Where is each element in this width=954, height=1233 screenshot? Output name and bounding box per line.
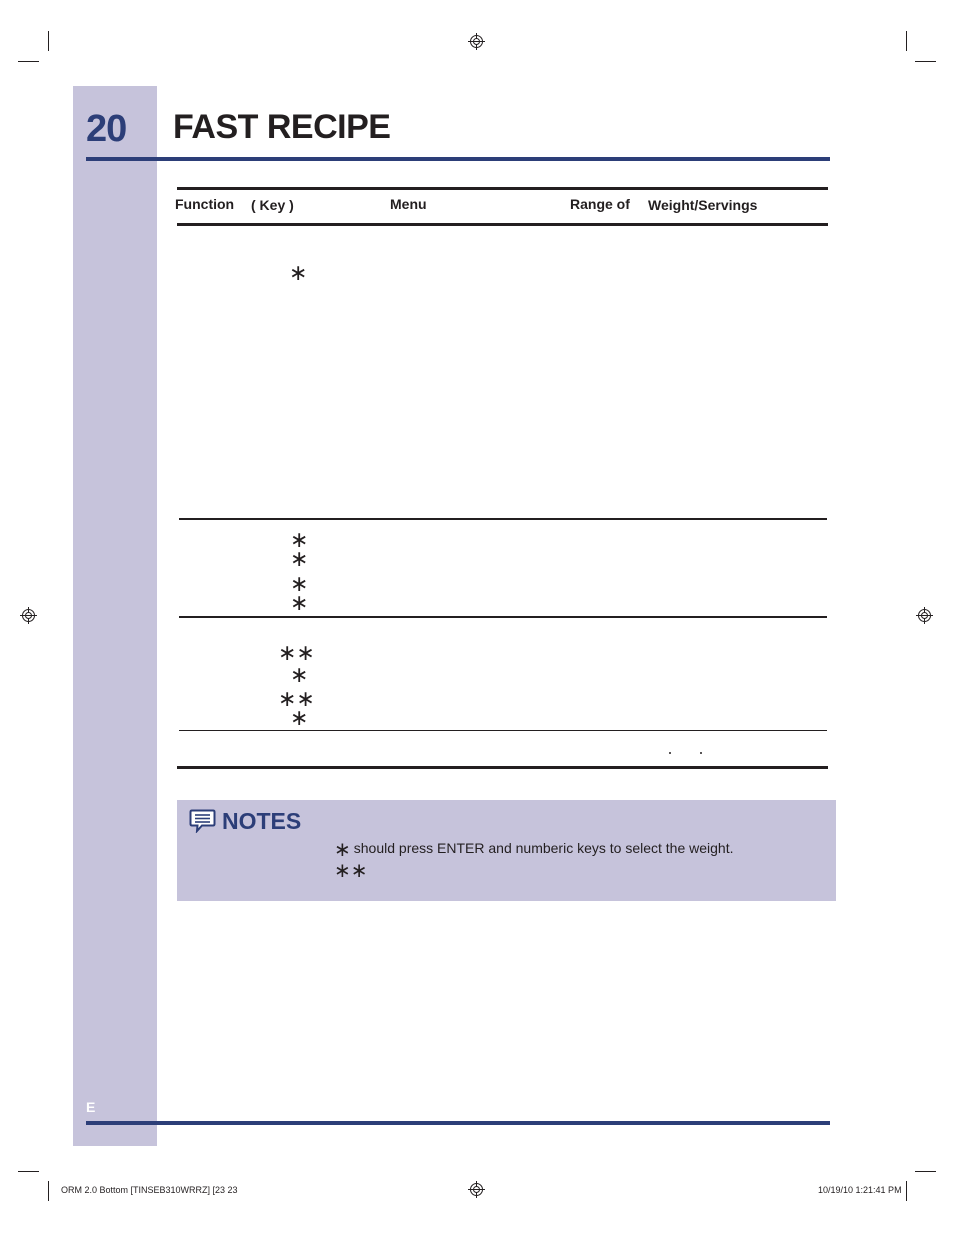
registration-icon-top [470,35,483,48]
table-dot [700,752,702,754]
section-rule-1 [179,518,827,520]
footer-timestamp: 10/19/10 1:21:41 PM [818,1185,902,1195]
notes-title: NOTES [222,808,302,834]
crop-mark-bottom-left-h [18,1171,39,1172]
table-mark: ∗ [290,546,309,571]
header-function: Function [175,196,235,212]
header-range: Range of [570,196,630,212]
table-mark: ∗∗ [278,640,315,665]
crop-mark-bottom-left-v [48,1181,49,1201]
table-bottom-rule [177,766,828,769]
table-mark: ∗ [290,662,309,687]
note-line-2 [334,858,371,883]
table-top-rule [177,187,828,190]
sidebar-band [73,86,157,1146]
speech-bubble-icon [189,809,216,833]
note-mark: ∗ [334,839,351,861]
crop-mark-top-left-h [18,61,39,62]
table-mark: ∗ [290,571,309,596]
language-tab: E [86,1099,96,1115]
header-key: ( Key ) [251,197,294,213]
note-mark: ∗∗ [334,860,368,882]
registration-icon-left [22,609,35,622]
table-mark: ∗ [290,527,309,552]
section-rule-2 [179,616,827,618]
note-text: should press ENTER and numberic keys to select the weight. [353,840,734,856]
section-rule-3 [179,730,827,731]
table-mark: ∗ [290,590,309,615]
table-dot [669,752,671,754]
registration-icon-bottom [470,1183,483,1196]
header-menu: Menu [390,196,427,212]
crop-mark-top-left-v [48,31,49,51]
crop-mark-bottom-right-h [915,1171,936,1172]
registration-icon-right [918,609,931,622]
footer-file-info: ORM 2.0 Bottom [TINSEB310WRRZ] [23 23 [61,1185,238,1195]
table-header-rule [177,223,828,226]
table-mark: ∗ [290,705,309,730]
crop-mark-top-right-v [906,31,907,51]
page-title: FAST RECIPE [173,108,391,146]
page-number: 20 [86,108,127,150]
table-mark: ∗∗ [278,686,315,711]
header-weight: Weight/Servings [648,197,758,213]
bottom-rule [86,1121,830,1125]
crop-mark-top-right-h [915,61,936,62]
table-mark: ∗ [289,260,308,285]
title-rule [86,157,830,161]
crop-mark-bottom-right-v [906,1181,907,1201]
note-line-1 [334,837,734,862]
